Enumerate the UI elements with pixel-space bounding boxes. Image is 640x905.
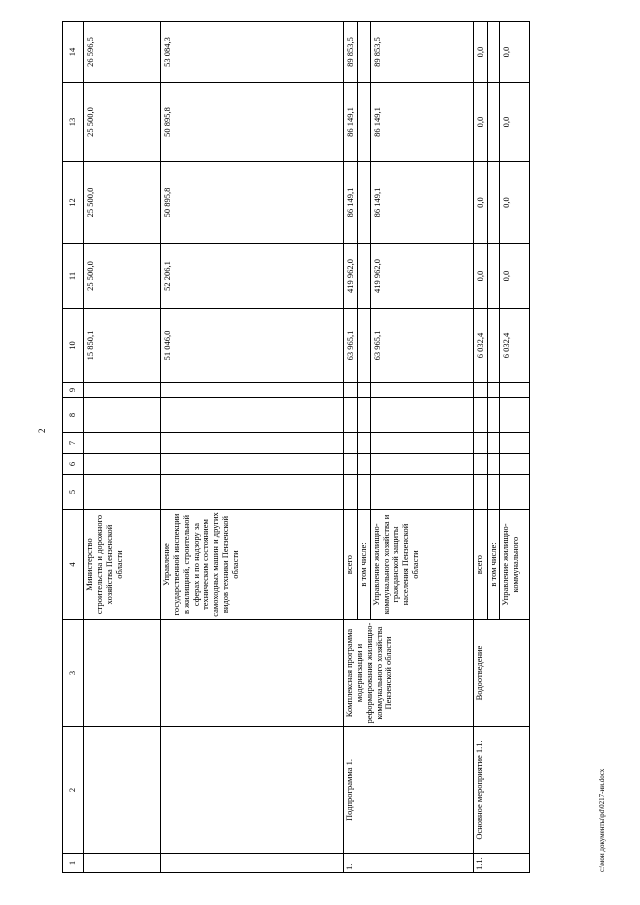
cell-value: 25 500,0 <box>84 83 161 162</box>
cell-executor: всего <box>344 510 358 620</box>
cell-program <box>161 620 344 727</box>
cell-value: 6 032,4 <box>500 309 530 383</box>
cell-value: 0,0 <box>473 83 487 162</box>
cell-value: 52 206,1 <box>161 244 344 309</box>
col-header: 6 <box>63 454 84 475</box>
cell-value: 0,0 <box>500 83 530 162</box>
cell-value: 0,0 <box>473 22 487 83</box>
col-header: 13 <box>63 83 84 162</box>
cell-value: 6 032,4 <box>473 309 487 383</box>
rotated-table-page <box>62 22 585 873</box>
col-header: 11 <box>63 244 84 309</box>
table-row <box>473 22 487 873</box>
cell-executor: в том числе: <box>357 510 370 620</box>
table-row <box>161 22 344 873</box>
cell-executor: Управление государственной инспекции в жилищной, строительной сферах и по надзору за техническим состоянием самоходных машин и других видов техники Пензенской области <box>161 510 344 620</box>
page-number: 2 <box>37 428 47 433</box>
col-header: 9 <box>63 383 84 398</box>
col-header: 4 <box>63 510 84 620</box>
cell-executor: Министерство строительства и дорожного хозяйства Пензенской области <box>84 510 161 620</box>
cell-num: 1.1. <box>473 854 530 873</box>
cell-program: Комплексная программа модернизации и реформирования жилищно-коммунального хозяйства Пензенской области <box>344 620 474 727</box>
cell-executor: Управление жилищно-коммунального хозяйства и гражданской защиты населения Пензенской области <box>370 510 473 620</box>
cell-value: 50 895,8 <box>161 83 344 162</box>
cell-program: Водоотведение <box>473 620 530 727</box>
cell-value: 89 853,5 <box>370 22 473 83</box>
cell-value: 50 895,8 <box>161 162 344 244</box>
col-header: 12 <box>63 162 84 244</box>
cell-value: 0,0 <box>500 162 530 244</box>
cell-value: 0,0 <box>500 22 530 83</box>
cell-num <box>161 854 344 873</box>
cell-value: 86 149,1 <box>344 162 358 244</box>
cell-name: Основное мероприятие 1.1. <box>473 727 530 854</box>
col-header: 2 <box>63 727 84 854</box>
col-header: 7 <box>63 433 84 454</box>
cell-num <box>84 854 161 873</box>
cell-value: 86 149,1 <box>344 83 358 162</box>
cell-value: 0,0 <box>500 244 530 309</box>
cell-value: 86 149,1 <box>370 83 473 162</box>
cell-name: Подпрограмма 1. <box>344 727 474 854</box>
cell-value: 53 084,3 <box>161 22 344 83</box>
cell-executor: в том числе: <box>487 510 500 620</box>
cell-value: 86 149,1 <box>370 162 473 244</box>
cell-value: 25 500,0 <box>84 162 161 244</box>
cell-executor: Управление жилищно-коммунального <box>500 510 530 620</box>
cell-value: 63 965,1 <box>344 309 358 383</box>
cell-value: 419 962,0 <box>370 244 473 309</box>
cell-name <box>161 727 344 854</box>
cell-name <box>84 727 161 854</box>
col-header: 10 <box>63 309 84 383</box>
col-header: 8 <box>63 398 84 433</box>
cell-value: 63 965,1 <box>370 309 473 383</box>
cell-value: 26 596,5 <box>84 22 161 83</box>
col-header: 5 <box>63 475 84 510</box>
cell-num: 1. <box>344 854 474 873</box>
cell-value: 15 850,1 <box>84 309 161 383</box>
table-row <box>344 22 358 873</box>
cell-value: 51 046,0 <box>161 309 344 383</box>
cell-value: 419 962,0 <box>344 244 358 309</box>
cell-value: 0,0 <box>473 244 487 309</box>
col-header: 3 <box>63 620 84 727</box>
cell-value: 25 500,0 <box>84 244 161 309</box>
footer-file-path: c:\мои документы\pd\0217-ии.docx <box>598 768 606 872</box>
cell-value: 89 853,5 <box>344 22 358 83</box>
cell-value: 0,0 <box>473 162 487 244</box>
column-number-row <box>63 22 84 873</box>
cell-executor: всего <box>473 510 487 620</box>
table-row <box>84 22 161 873</box>
cell-program <box>84 620 161 727</box>
col-header: 14 <box>63 22 84 83</box>
budget-table <box>62 21 530 873</box>
col-header: 1 <box>63 854 84 873</box>
